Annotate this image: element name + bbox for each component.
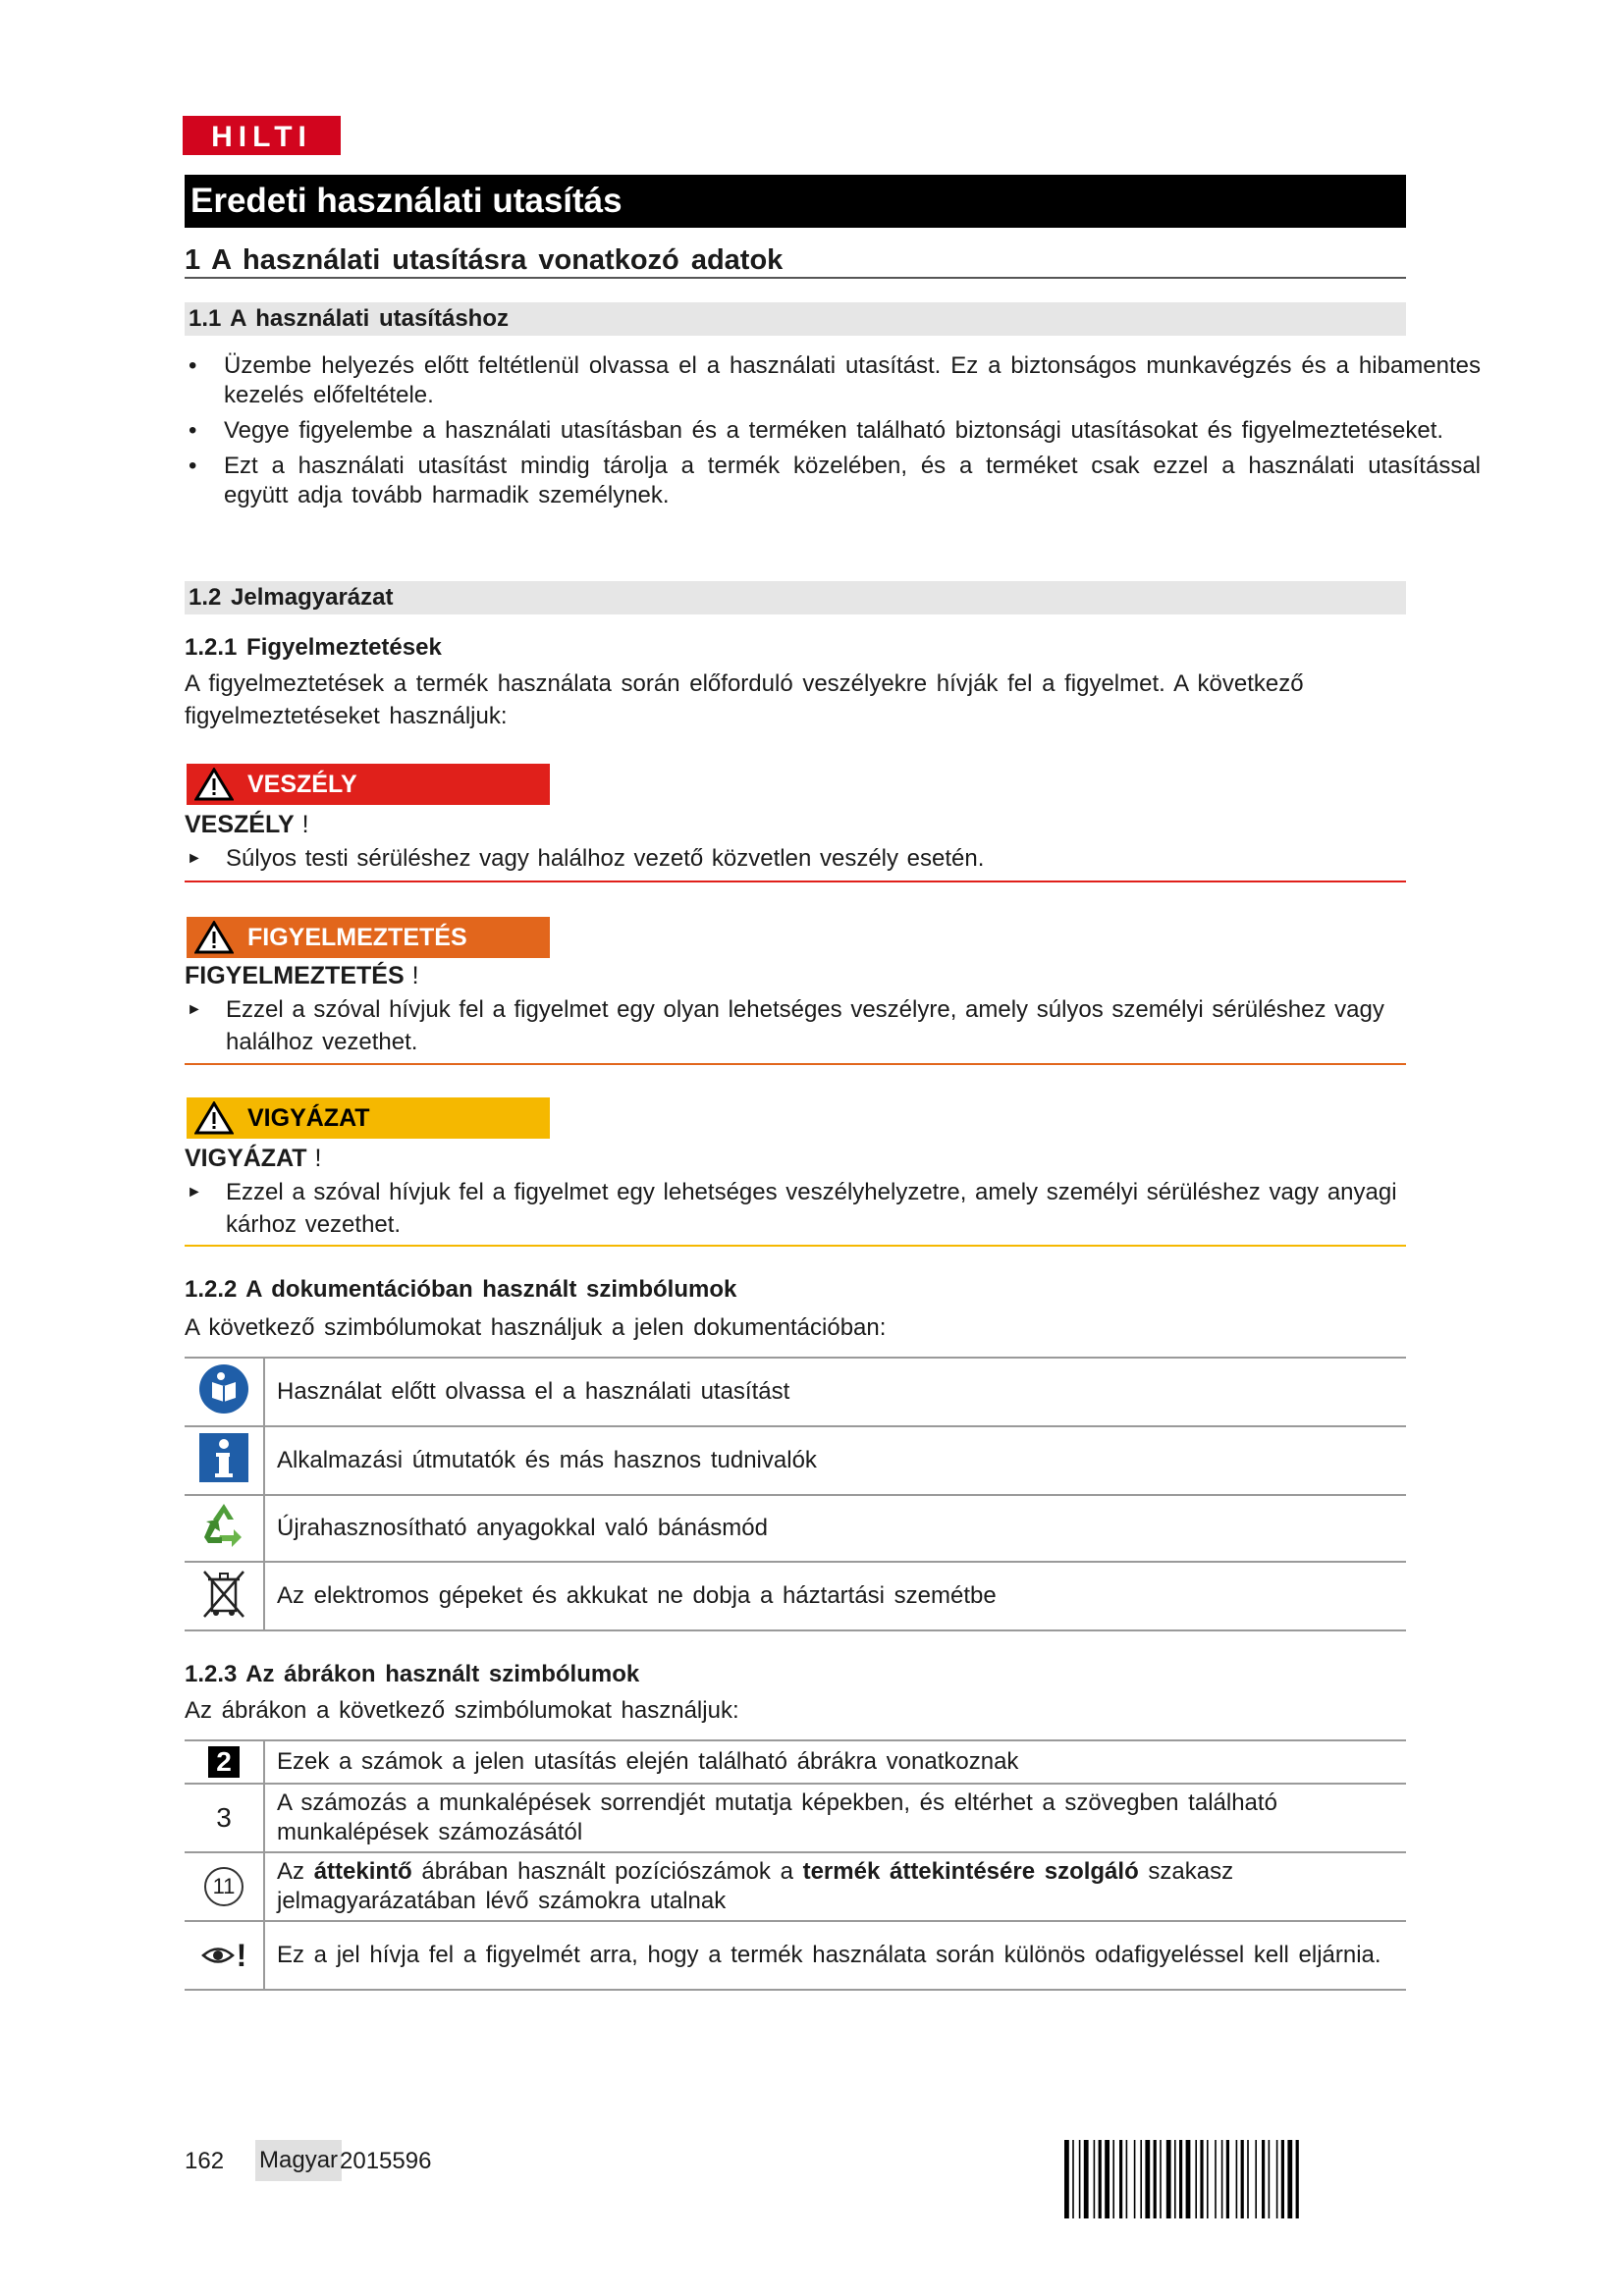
caution-text: ► Ezzel a szóval hívjuk fel a figyelmet egy lehetséges veszélyhelyzetre, amely személyi sérüléshez vagy anyagi kárhoz vezethet. — [185, 1176, 1406, 1241]
barcode-bar — [1099, 2140, 1102, 2218]
crossed-bin-icon — [196, 1566, 251, 1621]
barcode-bar — [1287, 2140, 1292, 2218]
barcode-bar — [1145, 2140, 1150, 2218]
table-row — [185, 1495, 1406, 1562]
barcode-bar — [1236, 2140, 1238, 2218]
table-row — [185, 1852, 1406, 1921]
barcode-bar — [1112, 2140, 1114, 2218]
barcode-bar — [1296, 2140, 1299, 2218]
hilti-logo — [183, 116, 341, 155]
figure-symbols-table — [185, 1739, 1406, 1991]
table-row — [185, 1358, 1406, 1426]
page-number: 162 — [185, 2148, 225, 2174]
doc-symbols-table — [185, 1357, 1406, 1631]
warning-triangle-icon — [194, 921, 234, 954]
barcode-bar — [1166, 2140, 1171, 2218]
barcode-bar — [1207, 2140, 1209, 2218]
arrow-icon: ► — [187, 1184, 202, 1201]
signal-word-warning: FIGYELMEZTETÉS ! — [185, 962, 419, 989]
figure-symbols-intro: Az ábrákon a következő szimbólumokat használjuk: — [185, 1697, 739, 1724]
step-number-icon: 3 — [216, 1802, 232, 1833]
barcode-bar — [1255, 2140, 1257, 2218]
barcode-bar — [1072, 2140, 1074, 2218]
badge-label: VESZÉLY — [247, 770, 357, 798]
table-row — [185, 1562, 1406, 1630]
badge-label: FIGYELMEZTETÉS — [247, 923, 467, 951]
barcode-bar — [1079, 2140, 1081, 2218]
signal-word-danger: VESZÉLY ! — [185, 811, 309, 838]
list-item: • Üzembe helyezés előtt feltétlenül olvassa el a használati utasítást. Ez a biztonságos munkavégzés és a hibamentes kezelés előfeltétele. — [185, 351, 1481, 410]
table-row — [185, 1426, 1406, 1495]
svg-text:HILTI: HILTI — [211, 121, 312, 153]
warning-triangle-icon — [194, 768, 234, 801]
position-number-icon: 11 — [204, 1867, 244, 1906]
table-cell: Ez a jel hívja fel a figyelmét arra, hogy a termék használata során különös odafigyeléssel kell eljárnia. — [264, 1921, 1406, 1990]
table-cell: Alkalmazási útmutatók és más hasznos tudnivalók — [264, 1426, 1406, 1495]
doc-symbols-intro: A következő szimbólumokat használjuk a jelen dokumentációban: — [185, 1314, 887, 1341]
arrow-icon: ► — [187, 850, 202, 867]
warning-rule — [185, 1063, 1406, 1065]
figure-number-icon: 2 — [208, 1746, 240, 1778]
barcode-bar — [1119, 2140, 1122, 2218]
barcode-bar — [1154, 2140, 1157, 2218]
warning-badge — [187, 917, 550, 958]
table-cell: A számozás a munkalépések sorrendjét mutatja képekben, és eltérhet a szövegben található munkalépések számozásától — [264, 1784, 1406, 1852]
table-row — [185, 1784, 1406, 1852]
danger-text: ► Súlyos testi sérüléshez vagy halálhoz vezető közvetlen veszély esetén. — [185, 842, 1406, 875]
barcode-bar — [1174, 2140, 1176, 2218]
barcode-bar — [1269, 2140, 1271, 2218]
section-1-2-3-heading: 1.2.3 Az ábrákon használt szimbólumok — [185, 1661, 640, 1687]
table-cell: Az áttekintő ábrában használt pozíciószámok a termék áttekintésére szolgáló szakasz jelmagyarázatában lévő számokra utalnak — [264, 1852, 1406, 1921]
barcode-bar — [1226, 2140, 1229, 2218]
table-cell: Használat előtt olvassa el a használati utasítást — [264, 1358, 1406, 1426]
warnings-intro: A figyelmeztetések a termék használata során előforduló veszélyekre hívják fel a figyelmet. A következő figyelmeztetéseket használjuk: — [185, 670, 1304, 729]
attention-eye-icon: ! — [201, 1938, 247, 1974]
barcode-bar — [1262, 2140, 1265, 2218]
arrow-icon: ► — [187, 1001, 202, 1018]
badge-label: VIGYÁZAT — [247, 1103, 370, 1132]
table-row — [185, 1921, 1406, 1990]
danger-rule — [185, 881, 1406, 882]
document-title: Eredeti használati utasítás — [185, 175, 1406, 228]
barcode-bar — [1064, 2140, 1069, 2218]
table-cell: Újrahasznosítható anyagokkal való bánásmód — [264, 1495, 1406, 1562]
barcode-bar — [1247, 2140, 1249, 2218]
table-cell: Az elektromos gépeket és akkukat ne dobja a háztartási szemétbe — [264, 1562, 1406, 1630]
barcode-bar — [1140, 2140, 1142, 2218]
barcode-bar — [1084, 2140, 1089, 2218]
barcode-bar — [1105, 2140, 1110, 2218]
barcode-bar — [1094, 2140, 1096, 2218]
barcode-icon — [1062, 2140, 1406, 2218]
document-code: 2015596 — [340, 2148, 432, 2174]
list-item: • Ezt a használati utasítást mindig tárolja a termék közelében, és a terméket csak ezzel a használati utasítással együtt adja tovább harmadik személynek. — [185, 452, 1481, 510]
warning-text: ► Ezzel a szóval hívjuk fel a figyelmet egy olyan lehetséges veszélyre, amely súlyos személyi sérüléshez vagy halálhoz vezethet. — [185, 993, 1406, 1058]
section-1-2-heading: 1.2 Jelmagyarázat — [185, 581, 1406, 614]
barcode-bar — [1281, 2140, 1284, 2218]
barcode-bar — [1186, 2140, 1191, 2218]
barcode-bar — [1215, 2140, 1217, 2218]
danger-badge — [187, 764, 550, 805]
section-1-2-1-heading: 1.2.1 Figyelmeztetések — [185, 634, 442, 661]
caution-badge — [187, 1097, 550, 1139]
barcode-bar — [1134, 2140, 1136, 2218]
read-manual-icon — [197, 1362, 250, 1415]
barcode-bar — [1221, 2140, 1223, 2218]
info-icon — [197, 1431, 250, 1484]
list-item: • Vegye figyelembe a használati utasításban és a terméken található biztonsági utasításokat és figyelmeztetéseket. — [185, 416, 1481, 446]
recycle-icon — [196, 1498, 251, 1553]
barcode-bar — [1179, 2140, 1182, 2218]
caution-rule — [185, 1245, 1406, 1247]
table-row — [185, 1740, 1406, 1784]
section-1-1-heading: 1.1 A használati utasításhoz — [185, 302, 1406, 336]
barcode-bar — [1126, 2140, 1128, 2218]
barcode-bar — [1241, 2140, 1244, 2218]
barcode-bar — [1200, 2140, 1203, 2218]
section-1-heading: 1 A használati utasításra vonatkozó adatok — [185, 243, 1406, 279]
barcode-bar — [1195, 2140, 1197, 2218]
table-cell: Ezek a számok a jelen utasítás elején található ábrákra vonatkoznak — [264, 1740, 1406, 1784]
signal-word-caution: VIGYÁZAT ! — [185, 1145, 322, 1172]
warning-triangle-icon — [194, 1101, 234, 1135]
language-label: Magyar — [255, 2140, 342, 2181]
section-1-2-2-heading: 1.2.2 A dokumentációban használt szimbólumok — [185, 1276, 737, 1303]
section-1-1-bullets — [185, 351, 1481, 516]
barcode-bar — [1160, 2140, 1162, 2218]
barcode-bar — [1276, 2140, 1278, 2218]
